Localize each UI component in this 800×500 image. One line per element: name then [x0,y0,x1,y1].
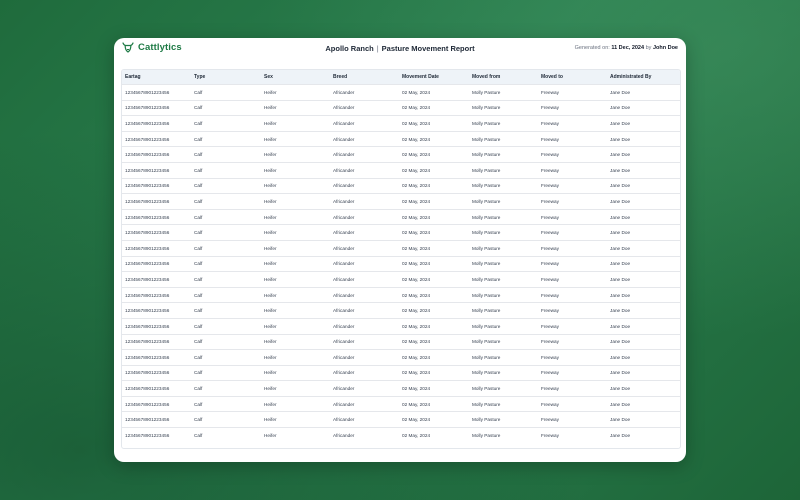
cell-movement-date: 02 May, 2024 [402,401,431,407]
table-row[interactable] [122,428,680,444]
report-name: Pasture Movement Report [381,44,475,53]
cell-movement-date: 02 May, 2024 [402,105,431,111]
cell-administrated-by: Jane Doe [610,354,631,360]
cell-sex: Heifer [264,214,277,220]
cell-movement-date: 02 May, 2024 [402,183,431,189]
cell-type: Calf [194,339,203,345]
table-row[interactable] [122,381,680,397]
cell-type: Calf [194,136,203,142]
cell-eartag: 12345678901223456 [125,401,170,407]
generated-label: Generated on: [574,45,610,51]
cell-breed: Africander [333,89,355,95]
cell-sex: Heifer [264,89,277,95]
cell-sex: Heifer [264,386,277,392]
table-row[interactable] [122,365,680,381]
cell-moved-to: Freeway [541,230,559,236]
cell-type: Calf [194,230,203,236]
cell-eartag: 12345678901223456 [125,105,170,111]
cell-sex: Heifer [264,167,277,173]
cell-moved-from: Molly Pasture [472,417,501,423]
cell-sex: Heifer [264,401,277,407]
table-row[interactable] [122,396,680,412]
cell-moved-to: Freeway [541,401,559,407]
cell-sex: Heifer [264,261,277,267]
cell-moved-from: Molly Pasture [472,433,501,439]
cell-movement-date: 02 May, 2024 [402,370,431,376]
cell-movement-date: 02 May, 2024 [402,417,431,423]
cell-movement-date: 02 May, 2024 [402,136,431,142]
cell-type: Calf [194,105,203,111]
column-header-breed[interactable]: Breed [333,74,348,80]
table-row[interactable] [122,240,680,256]
cell-sex: Heifer [264,245,277,251]
cell-eartag: 12345678901223456 [125,417,170,423]
title-separator: | [376,44,379,53]
column-header-eartag[interactable]: Eartag [125,74,141,80]
cell-administrated-by: Jane Doe [610,105,631,111]
table-row[interactable] [122,209,680,225]
cell-moved-from: Molly Pasture [472,167,501,173]
table-row[interactable] [122,334,680,350]
cell-administrated-by: Jane Doe [610,261,631,267]
cell-type: Calf [194,386,203,392]
cell-administrated-by: Jane Doe [610,292,631,298]
cell-movement-date: 02 May, 2024 [402,276,431,282]
column-header-administrated-by[interactable]: Administrated By [610,74,652,80]
cell-administrated-by: Jane Doe [610,245,631,251]
cell-movement-date: 02 May, 2024 [402,245,431,251]
table-row[interactable] [122,412,680,428]
cell-movement-date: 02 May, 2024 [402,308,431,314]
cell-moved-from: Molly Pasture [472,370,501,376]
cell-moved-to: Freeway [541,276,559,282]
cell-moved-to: Freeway [541,152,559,158]
cell-administrated-by: Jane Doe [610,323,631,329]
cell-administrated-by: Jane Doe [610,230,631,236]
cell-moved-from: Molly Pasture [472,276,501,282]
cell-eartag: 12345678901223456 [125,354,170,360]
cell-moved-from: Molly Pasture [472,152,501,158]
cell-type: Calf [194,292,203,298]
table-row[interactable] [122,272,680,288]
cell-moved-from: Molly Pasture [472,183,501,189]
cell-breed: Africander [333,417,355,423]
cell-moved-to: Freeway [541,136,559,142]
cell-sex: Heifer [264,339,277,345]
cell-breed: Africander [333,245,355,251]
cell-breed: Africander [333,401,355,407]
cell-breed: Africander [333,433,355,439]
cell-breed: Africander [333,183,355,189]
cell-eartag: 12345678901223456 [125,245,170,251]
cell-breed: Africander [333,323,355,329]
cell-movement-date: 02 May, 2024 [402,261,431,267]
cell-administrated-by: Jane Doe [610,198,631,204]
cell-movement-date: 02 May, 2024 [402,292,431,298]
cell-breed: Africander [333,105,355,111]
cell-movement-date: 02 May, 2024 [402,339,431,345]
cell-administrated-by: Jane Doe [610,152,631,158]
table-row[interactable] [122,100,680,116]
cell-moved-to: Freeway [541,198,559,204]
cell-sex: Heifer [264,354,277,360]
cell-breed: Africander [333,261,355,267]
cell-breed: Africander [333,276,355,282]
cell-movement-date: 02 May, 2024 [402,120,431,126]
cell-moved-from: Molly Pasture [472,308,501,314]
cell-breed: Africander [333,292,355,298]
cell-breed: Africander [333,339,355,345]
cell-moved-to: Freeway [541,89,559,95]
cell-moved-to: Freeway [541,261,559,267]
cell-moved-from: Molly Pasture [472,339,501,345]
cell-breed: Africander [333,120,355,126]
cell-type: Calf [194,433,203,439]
table-row[interactable] [122,194,680,210]
cell-sex: Heifer [264,198,277,204]
cell-moved-to: Freeway [541,245,559,251]
cell-eartag: 12345678901223456 [125,152,170,158]
cell-moved-from: Molly Pasture [472,89,501,95]
cell-breed: Africander [333,230,355,236]
cell-breed: Africander [333,214,355,220]
cell-moved-to: Freeway [541,120,559,126]
cell-eartag: 12345678901223456 [125,292,170,298]
cell-moved-from: Molly Pasture [472,136,501,142]
cell-sex: Heifer [264,152,277,158]
cell-eartag: 12345678901223456 [125,230,170,236]
cell-movement-date: 02 May, 2024 [402,89,431,95]
cell-eartag: 12345678901223456 [125,120,170,126]
cell-administrated-by: Jane Doe [610,214,631,220]
cell-type: Calf [194,323,203,329]
generated-date: 11 Dec, 2024 [611,45,645,51]
cell-moved-to: Freeway [541,183,559,189]
cell-type: Calf [194,167,203,173]
cell-type: Calf [194,276,203,282]
table-row[interactable] [122,287,680,303]
cell-type: Calf [194,152,203,158]
cell-moved-to: Freeway [541,386,559,392]
cell-sex: Heifer [264,105,277,111]
cell-type: Calf [194,370,203,376]
cell-moved-to: Freeway [541,214,559,220]
cell-type: Calf [194,308,203,314]
cell-breed: Africander [333,167,355,173]
cell-eartag: 12345678901223456 [125,370,170,376]
cell-type: Calf [194,245,203,251]
cell-sex: Heifer [264,417,277,423]
cell-movement-date: 02 May, 2024 [402,433,431,439]
cell-moved-to: Freeway [541,370,559,376]
cell-movement-date: 02 May, 2024 [402,386,431,392]
table-row[interactable] [122,85,680,101]
table-row[interactable] [122,147,680,163]
report-card [114,38,686,462]
table-row[interactable] [122,225,680,241]
table-row[interactable] [122,162,680,178]
table-row[interactable] [122,178,680,194]
generated-by: John Doe [652,45,678,51]
cell-eartag: 12345678901223456 [125,433,170,439]
cell-type: Calf [194,214,203,220]
table-body [122,85,680,444]
cell-movement-date: 02 May, 2024 [402,323,431,329]
cell-sex: Heifer [264,276,277,282]
cell-moved-from: Molly Pasture [472,120,501,126]
cell-type: Calf [194,198,203,204]
cell-movement-date: 02 May, 2024 [402,354,431,360]
cell-administrated-by: Jane Doe [610,167,631,173]
cell-movement-date: 02 May, 2024 [402,214,431,220]
cell-moved-from: Molly Pasture [472,214,501,220]
cell-administrated-by: Jane Doe [610,433,631,439]
cell-moved-to: Freeway [541,339,559,345]
cell-movement-date: 02 May, 2024 [402,152,431,158]
cell-breed: Africander [333,370,355,376]
column-header-movement-date[interactable]: Movement Date [402,74,439,80]
cell-eartag: 12345678901223456 [125,276,170,282]
cell-administrated-by: Jane Doe [610,276,631,282]
column-header-type[interactable]: Type [194,74,206,80]
table-row[interactable] [122,131,680,147]
cell-moved-from: Molly Pasture [472,261,501,267]
cell-eartag: 12345678901223456 [125,308,170,314]
cell-eartag: 12345678901223456 [125,198,170,204]
cell-moved-to: Freeway [541,105,559,111]
cell-sex: Heifer [264,370,277,376]
cell-moved-from: Molly Pasture [472,105,501,111]
cell-administrated-by: Jane Doe [610,308,631,314]
table-row[interactable] [122,116,680,132]
cell-sex: Heifer [264,136,277,142]
cell-administrated-by: Jane Doe [610,370,631,376]
cell-administrated-by: Jane Doe [610,386,631,392]
cell-moved-from: Molly Pasture [472,354,501,360]
cell-eartag: 12345678901223456 [125,339,170,345]
table-row[interactable] [122,350,680,366]
cell-breed: Africander [333,386,355,392]
cell-eartag: 12345678901223456 [125,386,170,392]
cell-administrated-by: Jane Doe [610,183,631,189]
cell-moved-from: Molly Pasture [472,292,501,298]
cell-eartag: 12345678901223456 [125,167,170,173]
cell-moved-to: Freeway [541,323,559,329]
table-row[interactable] [122,303,680,319]
cell-moved-to: Freeway [541,308,559,314]
cell-breed: Africander [333,354,355,360]
cell-breed: Africander [333,136,355,142]
cell-type: Calf [194,261,203,267]
cell-moved-from: Molly Pasture [472,230,501,236]
cell-administrated-by: Jane Doe [610,417,631,423]
cell-moved-to: Freeway [541,354,559,360]
cell-eartag: 12345678901223456 [125,136,170,142]
cell-moved-to: Freeway [541,167,559,173]
table-row[interactable] [122,318,680,334]
cell-sex: Heifer [264,433,277,439]
cell-eartag: 12345678901223456 [125,323,170,329]
cell-moved-from: Molly Pasture [472,323,501,329]
cell-moved-from: Molly Pasture [472,401,501,407]
movement-table-container [121,69,681,449]
cell-sex: Heifer [264,308,277,314]
generated-info [575,45,678,51]
cell-type: Calf [194,89,203,95]
cell-eartag: 12345678901223456 [125,261,170,267]
cell-type: Calf [194,401,203,407]
cell-type: Calf [194,183,203,189]
cell-breed: Africander [333,152,355,158]
cell-moved-from: Molly Pasture [472,198,501,204]
by-label: by [645,45,652,51]
cell-administrated-by: Jane Doe [610,401,631,407]
cell-moved-to: Freeway [541,292,559,298]
report-header [114,38,686,62]
cell-moved-to: Freeway [541,417,559,423]
cell-moved-from: Molly Pasture [472,386,501,392]
cell-administrated-by: Jane Doe [610,120,631,126]
cell-sex: Heifer [264,183,277,189]
cell-sex: Heifer [264,230,277,236]
table-header-row [122,70,680,85]
cell-eartag: 12345678901223456 [125,183,170,189]
cell-sex: Heifer [264,292,277,298]
cell-eartag: 12345678901223456 [125,214,170,220]
cell-sex: Heifer [264,323,277,329]
cell-type: Calf [194,120,203,126]
movement-table [122,70,680,443]
cell-movement-date: 02 May, 2024 [402,230,431,236]
cell-moved-to: Freeway [541,433,559,439]
cell-administrated-by: Jane Doe [610,136,631,142]
cell-type: Calf [194,417,203,423]
column-header-moved-from[interactable]: Moved from [472,74,501,80]
ranch-name: Apollo Ranch [325,44,374,53]
cell-breed: Africander [333,198,355,204]
cell-administrated-by: Jane Doe [610,339,631,345]
cell-administrated-by: Jane Doe [610,89,631,95]
cell-movement-date: 02 May, 2024 [402,198,431,204]
cell-type: Calf [194,354,203,360]
cell-moved-from: Molly Pasture [472,245,501,251]
column-header-moved-to[interactable]: Moved to [541,74,563,80]
app-name: Cattlytics [138,42,182,53]
cell-eartag: 12345678901223456 [125,89,170,95]
cell-movement-date: 02 May, 2024 [402,167,431,173]
cell-sex: Heifer [264,120,277,126]
cell-breed: Africander [333,308,355,314]
column-header-sex[interactable]: Sex [264,74,273,80]
table-row[interactable] [122,256,680,272]
